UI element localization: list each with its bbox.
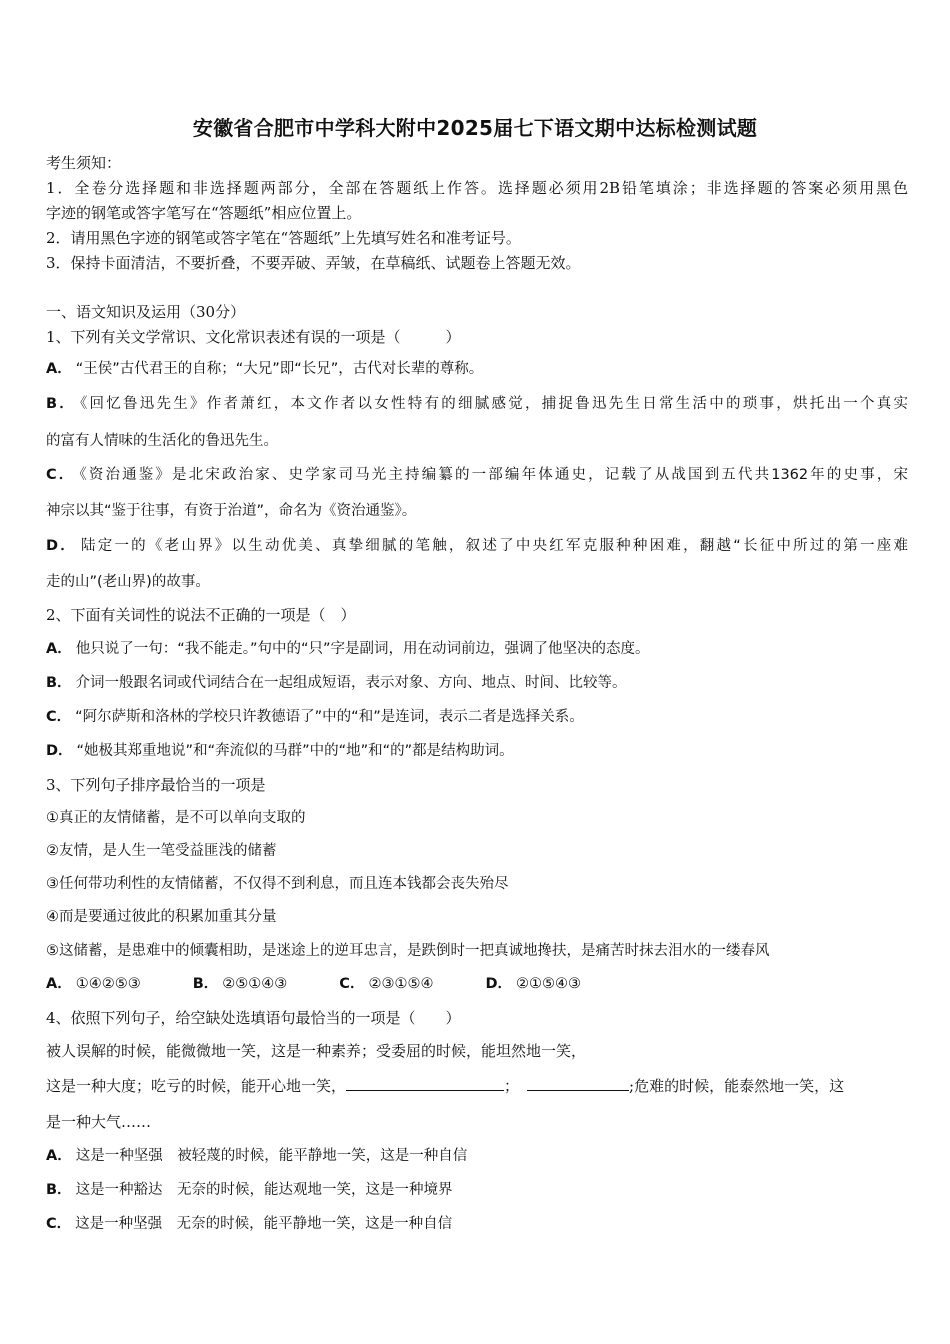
q4-option-b <box>46 1180 453 1200</box>
q2-option-d <box>46 741 514 761</box>
option-label: C． <box>46 1216 72 1232</box>
option-text: 这是一种豁达 无奈的时候，能达观地一笑，这是一种境界 <box>75 1182 453 1198</box>
option-text: ②③①⑤④ <box>368 976 434 992</box>
option-text: ②⑤①④③ <box>222 976 288 992</box>
option-label: A． <box>46 976 72 992</box>
option-text: 他只说了一句：“我不能走。”句中的“只”字是副词，用在动词前边，强调了他坚决的态度。 <box>75 641 650 657</box>
q4-stem: 4、依照下列句子，给空缺处选填语句最恰当的一项是（ ） <box>46 1009 461 1027</box>
section-heading: 一、语文知识及运用（30分） <box>46 303 246 321</box>
q3-sentence-4: ④而是要通过彼此的积累加重其分量 <box>46 909 277 925</box>
q1-option-d-cont: 走的山”(老山界)的故事。 <box>46 574 210 590</box>
option-label: B． <box>46 675 72 691</box>
q3-options <box>46 974 633 994</box>
option-label: B． <box>46 1182 72 1198</box>
q4-passage-line-1: 被人误解的时候，能微微地一笑，这是一种素养；受委屈的时候，能坦然地一笑， <box>46 1042 587 1060</box>
option-text: ②①⑤④③ <box>516 976 581 992</box>
option-text: 陆定一的《老山界》以生动优美、真挚细腻的笔触，叙述了中央红军克服种种困难，翻越“长征中所过的第一座难 <box>81 538 908 554</box>
q4-option-a <box>46 1146 467 1166</box>
option-text: “她极其郑重地说”和“奔流似的马群”中的“地”和“的”都是结构助词。 <box>76 743 514 759</box>
q2-option-a <box>46 639 650 659</box>
option-label: C． <box>46 467 76 483</box>
q3-sentence-2: ②友情，是人生一笔受益匪浅的储蓄 <box>46 843 277 859</box>
passage-text: ;危难的时候，能泰然地一笑，这 <box>629 1077 845 1095</box>
notice-item-2: 2．请用黑色字迹的钢笔或答字笔在“答题纸”上先填写姓名和准考证号。 <box>46 229 521 247</box>
q1-option-b-cont: 的富有人情味的生活化的鲁迅先生。 <box>46 433 278 449</box>
q2-option-c <box>46 707 584 727</box>
option-label: C． <box>46 709 72 725</box>
option-label: A． <box>46 361 72 377</box>
q3-option-b <box>193 974 288 994</box>
fill-blank-2[interactable] <box>527 1075 629 1091</box>
option-text: 《资治通鉴》是北宋政治家、史学家司马光主持编纂的一部编年体通史，记载了从战国到五代共1362年的史事，宋 <box>79 467 908 483</box>
option-text: 这是一种坚强 被轻蔑的时候，能平静地一笑，这是一种自信 <box>75 1148 468 1164</box>
option-text: “王侯”古代君王的自称；“大兄”即“长兄”，古代对长辈的尊称。 <box>75 361 484 377</box>
option-text: ①④②⑤③ <box>75 976 141 992</box>
blank-separator: ； <box>504 1077 520 1095</box>
option-text: 介词一般跟名词或代词结合在一起组成短语，表示对象、方向、地点、时间、比较等。 <box>75 675 627 691</box>
q3-stem: 3、下列句子排序最恰当的一项是 <box>46 776 266 794</box>
q4-passage-line-3: 是一种大气…… <box>46 1113 152 1131</box>
option-label: C． <box>339 976 365 992</box>
option-label: D． <box>46 538 77 554</box>
notice-heading: 考生须知： <box>46 154 122 172</box>
option-label: B． <box>192 976 219 992</box>
q1-option-d <box>46 536 908 556</box>
option-text: “阿尔萨斯和洛林的学校只许教德语了”中的“和”是连词，表示二者是选择关系。 <box>75 709 584 725</box>
fill-blank-1[interactable] <box>346 1075 504 1091</box>
q3-option-d <box>485 974 581 994</box>
q2-stem: 2、下面有关词性的说法不正确的一项是（ ） <box>46 606 356 624</box>
q3-sentence-3: ③任何带功利性的友情储蓄，不仅得不到利息，而且连本钱都会丧失殆尽 <box>46 876 509 892</box>
q4-option-c <box>46 1214 452 1234</box>
passage-text: 这是一种大度；吃亏的时候，能开心地一笑， <box>46 1077 347 1095</box>
notice-item-1-cont: 字迹的钢笔或答字笔写在“答题纸”相应位置上。 <box>46 204 362 222</box>
q3-option-c <box>339 974 433 994</box>
q3-option-a <box>46 974 141 994</box>
notice-item-1: 1．全卷分选择题和非选择题两部分，全部在答题纸上作答。选择题必须用2B铅笔填涂；非选择题的答案必须用黑色 <box>46 179 908 197</box>
q2-option-b <box>46 673 627 693</box>
q1-option-b <box>46 394 908 414</box>
option-label: B． <box>46 396 77 412</box>
q3-sentence-1: ①真正的友情储蓄，是不可以单向支取的 <box>46 810 306 826</box>
q1-option-c-cont: 神宗以其“鉴于往事，有资于治道”，命名为《资治通鉴》。 <box>46 503 417 519</box>
option-label: A． <box>46 641 72 657</box>
option-label: A． <box>46 1148 72 1164</box>
option-label: D． <box>46 743 73 759</box>
page-title: 安徽省合肥市中学科大附中2025届七下语文期中达标检测试题 <box>192 116 758 140</box>
option-text: 《回忆鲁迅先生》作者萧红，本文作者以女性特有的细腻感觉，捕捉鲁迅先生日常生活中的琐事，烘托出一个真实 <box>80 396 908 412</box>
option-text: 这是一种坚强 无奈的时候，能平静地一笑，这是一种自信 <box>75 1216 453 1232</box>
q1-option-a <box>46 359 483 379</box>
q1-option-c <box>46 465 908 485</box>
q4-passage-line-2 <box>46 1075 844 1096</box>
option-label: D． <box>485 976 512 992</box>
notice-item-3: 3．保持卡面清洁，不要折叠，不要弄破、弄皱，在草稿纸、试题卷上答题无效。 <box>46 254 581 272</box>
q1-stem: 1、下列有关文学常识、文化常识表述有误的一项是（ ） <box>46 328 461 346</box>
q3-sentence-5: ⑤这储蓄，是患难中的倾囊相助，是迷途上的逆耳忠言，是跌倒时一把真诚地搀扶，是痛苦时抹去泪水的一缕春风 <box>46 943 770 959</box>
